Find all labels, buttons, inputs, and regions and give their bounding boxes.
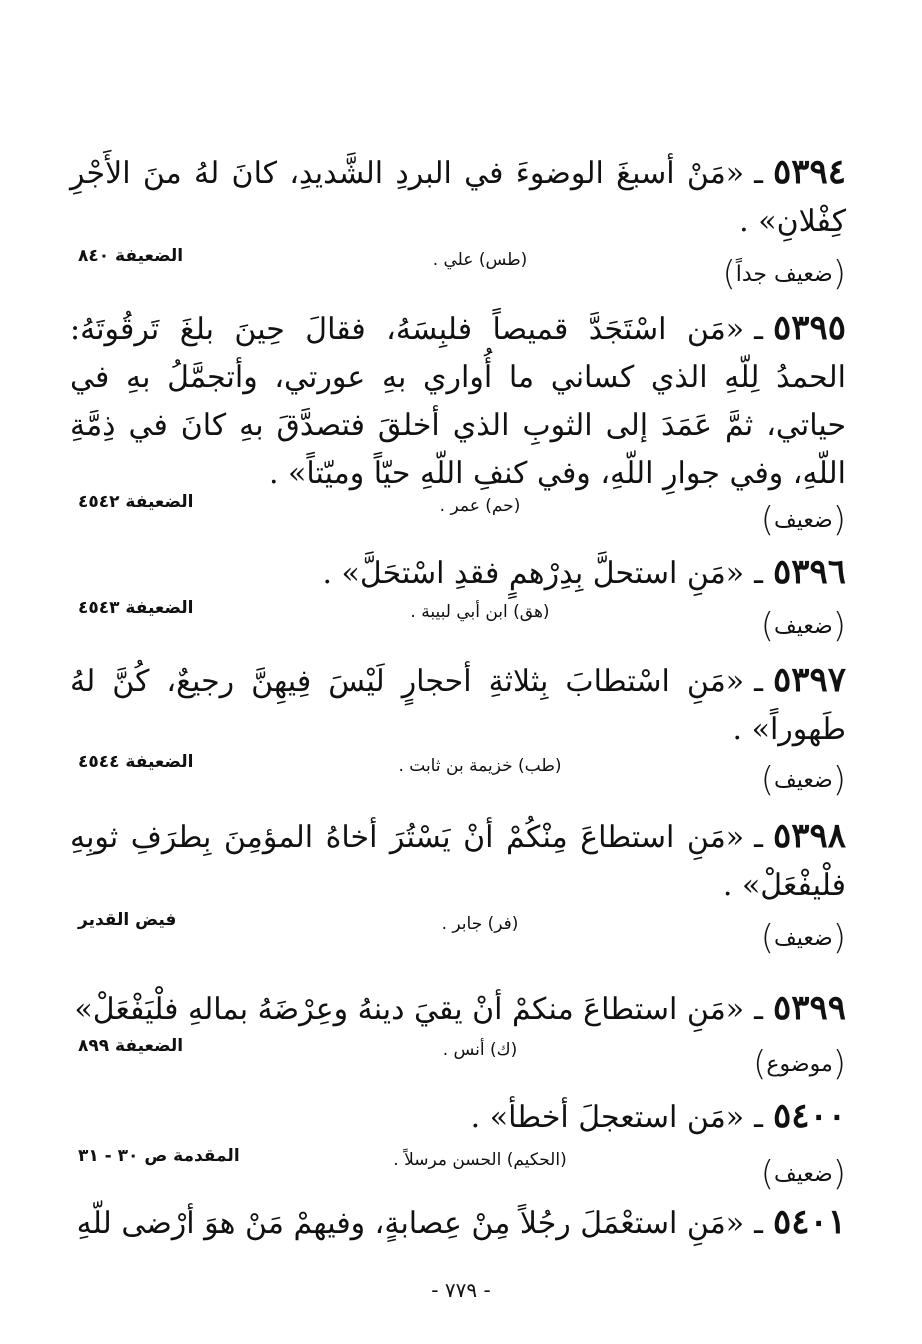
hadith-number: ٥٣٩٩ bbox=[772, 988, 846, 1028]
hadith-entry: ٥٣٩٧ـ«مَنِ اسْتطابَ بِثلاثةِ أحجارٍ لَيْسَ فِيهِنَّ رجيعٌ، كُنَّ لهُ طَهوراً» . bbox=[70, 660, 846, 747]
grade-label: (ضعيف) bbox=[760, 760, 846, 800]
hadith-number: ٥٣٩٥ bbox=[772, 308, 846, 348]
reference-label: فيض القدير bbox=[78, 910, 177, 930]
hadith-number: ٥٤٠٠ bbox=[772, 1096, 846, 1136]
source-label: (الحكيم) الحسن مرسلاً . bbox=[393, 1150, 567, 1170]
reference-label: الضعيفة ٤٥٤٣ bbox=[78, 598, 194, 618]
reference-label: الضعيفة ٨٤٠ bbox=[78, 246, 184, 266]
hadith-entry: ٥٣٩٥ـ«مَن اسْتَجَدَّ قميصاً فلبِسَهُ، فقالَ حِينَ بلغَ تَرقُوتَهُ: الحمدُ لِلّهِ الذي كساني ما أُواري بهِ عورتي، وأتجمَّلُ بهِ في حياتي، ثمَّ عَمَدَ إلى الثوبِ الذي أخلقَ فتصدَّقَ بهِ كانَ في ذِمَّةِ اللّهِ، وفي جوارِ اللّهِ، وفي كنفِ اللّهِ حيّاً وميّتاً» . bbox=[70, 308, 846, 491]
hadith-entry: ٥٣٩٦ـ«مَنِ استحلَّ بِدِرْهمٍ فقدِ اسْتحَلَّ» . bbox=[322, 552, 846, 592]
hadith-text: «مَنِ اسْتطابَ بِثلاثةِ أحجارٍ لَيْسَ فِيهِنَّ رجيعٌ، كُنَّ لهُ طَهوراً» . bbox=[70, 664, 846, 747]
citation-line bbox=[70, 494, 846, 538]
hadith-text: «مَن اسْتَجَدَّ قميصاً فلبِسَهُ، فقالَ حِينَ بلغَ تَرقُوتَهُ: الحمدُ لِلّهِ الذي كساني ما أُواري بهِ عورتي، وأتجمَّلُ بهِ في حياتي، ثمَّ عَمَدَ إلى الثوبِ الذي أخلقَ فتصدَّقَ بهِ كانَ في ذِمَّةِ اللّهِ، وفي جوارِ اللّهِ، وفي كنفِ اللّهِ حيّاً وميّتاً» . bbox=[70, 312, 846, 491]
grade-label: (ضعيف) bbox=[760, 918, 846, 958]
hadith-entry: ٥٤٠٠ـ«مَن استعجلَ أخطأ» . bbox=[470, 1096, 846, 1136]
source-label: (طب) خزيمة بن ثابت . bbox=[398, 756, 562, 776]
source-label: (فر) جابر . bbox=[441, 914, 519, 934]
citation-line bbox=[70, 248, 846, 292]
reference-label: الضعيفة ٨٩٩ bbox=[78, 1036, 184, 1056]
reference-label: المقدمة ص ٣٠ - ٣١ bbox=[78, 1146, 240, 1166]
hadith-entry: ٥٣٩٤ـ«مَنْ أسبغَ الوضوءَ في البردِ الشَّديدِ، كانَ لهُ منَ الأَجْرِ كِفْلانِ» . bbox=[70, 152, 846, 239]
source-label: (ك) أنس . bbox=[442, 1040, 518, 1060]
hadith-number: ٥٣٩٨ bbox=[772, 816, 846, 856]
citation-line bbox=[70, 1148, 846, 1192]
citation-line bbox=[70, 1038, 846, 1082]
hadith-text: «مَنِ استحلَّ بِدِرْهمٍ فقدِ اسْتحَلَّ» . bbox=[322, 556, 745, 591]
reference-label: الضعيفة ٤٥٤٢ bbox=[78, 492, 194, 512]
hadith-entry: ٥٤٠١ـ«مَنِ استعْمَلَ رجُلاً مِنْ عِصابةٍ، وفيهمْ مَنْ هوَ أرْضى للّهِ bbox=[76, 1202, 846, 1242]
citation-line bbox=[70, 912, 846, 956]
hadith-text: «مَنِ استطاعَ منكمْ أنْ يقيَ دينهُ وعِرْضَهُ بمالهِ فلْيَفْعَلْ» bbox=[74, 992, 745, 1027]
source-label: (حم) عمر . bbox=[439, 496, 521, 516]
grade-label: (ضعيف) bbox=[760, 500, 846, 540]
grade-label: (ضعيف جداً) bbox=[722, 254, 846, 294]
source-label: (طس) علي . bbox=[432, 250, 528, 270]
hadith-entry: ٥٣٩٩ـ«مَنِ استطاعَ منكمْ أنْ يقيَ دينهُ وعِرْضَهُ بمالهِ فلْيَفْعَلْ» bbox=[74, 988, 846, 1028]
page-number: - ٧٧٩ - bbox=[431, 1278, 491, 1302]
hadith-text: «مَنِ استعْمَلَ رجُلاً مِنْ عِصابةٍ، وفيهمْ مَنْ هوَ أرْضى للّهِ bbox=[76, 1206, 745, 1241]
hadith-text: «مَنْ أسبغَ الوضوءَ في البردِ الشَّديدِ، كانَ لهُ منَ الأَجْرِ كِفْلانِ» . bbox=[70, 156, 846, 239]
reference-label: الضعيفة ٤٥٤٤ bbox=[78, 752, 194, 772]
grade-label: (موضوع) bbox=[753, 1044, 846, 1084]
hadith-entry: ٥٣٩٨ـ«مَنِ استطاعَ مِنْكُمْ أنْ يَسْتُرَ أخاهُ المؤمِنَ بِطرَفِ ثوبِهِ فلْيفْعَلْ» . bbox=[70, 816, 846, 903]
hadith-text: «مَن استعجلَ أخطأ» . bbox=[470, 1100, 745, 1135]
grade-label: (ضعيف) bbox=[760, 1154, 846, 1194]
source-label: (هق) ابن أبي لبيبة . bbox=[410, 602, 550, 622]
citation-line bbox=[70, 754, 846, 798]
hadith-number: ٥٣٩٦ bbox=[772, 552, 846, 592]
grade-label: (ضعيف) bbox=[760, 606, 846, 646]
hadith-number: ٥٤٠١ bbox=[772, 1202, 846, 1242]
hadith-number: ٥٣٩٧ bbox=[772, 660, 846, 700]
hadith-text: «مَنِ استطاعَ مِنْكُمْ أنْ يَسْتُرَ أخاهُ المؤمِنَ بِطرَفِ ثوبِهِ فلْيفْعَلْ» . bbox=[70, 820, 846, 903]
citation-line bbox=[70, 600, 846, 644]
hadith-number: ٥٣٩٤ bbox=[772, 152, 846, 192]
